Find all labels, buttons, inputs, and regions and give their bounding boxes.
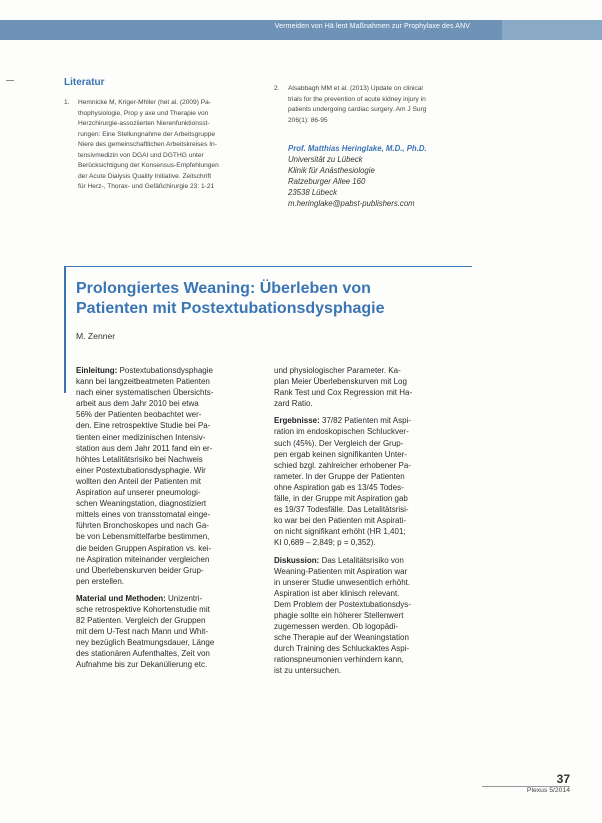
line-text: plan Meier Überlebenskurven mit Log (274, 377, 407, 387)
line-text: such (45%). Der Vergleich der Grup- (274, 438, 404, 448)
line-text: ko war bei den Patienten mit Aspirati- (274, 516, 407, 526)
article-column-left (76, 365, 262, 671)
text-line (274, 504, 466, 515)
text-line (76, 615, 262, 626)
line-text: ist zu untersuchen. (274, 666, 342, 676)
line-text: es 19/37 Todesfälle. Das Letalitätsrisi- (274, 505, 409, 515)
line-text: zard Ratio. (274, 399, 313, 409)
text-line (274, 515, 466, 526)
reference-line: Niere des gemeinschaftlichen Arbeitskreises In- (78, 141, 217, 148)
address-line: Klinik für Anästhesiologie (288, 166, 375, 175)
reference-text (288, 84, 426, 126)
correspondence-name: Prof. Matthias Heringlake, M.D., Ph.D. (288, 144, 427, 153)
literature-heading: Literatur (64, 77, 105, 88)
text-line (274, 654, 466, 665)
text-line (76, 443, 262, 454)
line-text: rationspneumonien verhindern kann, (274, 655, 404, 665)
address-line: Universität zu Lübeck (288, 155, 363, 164)
address-line: Ratzeburger Allee 160 (288, 177, 366, 186)
text-line (76, 626, 262, 637)
margin-mark (6, 80, 14, 81)
line-text: ration im endoskopischen Schluckver- (274, 427, 409, 437)
text-line (274, 471, 466, 482)
text-line (274, 665, 466, 676)
line-text: mittels eines von transstomatal einge- (76, 510, 211, 520)
line-text: phagie sollte ein höherer Stellenwert (274, 610, 404, 620)
line-text: 37/82 Patienten mit Aspi- (319, 416, 411, 426)
reference-line: Alsabbagh MM et al. (2013) Update on clinical (288, 85, 423, 92)
line-text: Das Letalitätsrisiko von (319, 555, 404, 565)
text-line (274, 376, 466, 387)
title-line: Prolongiertes Weaning: Überleben von (76, 280, 371, 297)
text-line (274, 398, 466, 409)
line-text: tienten einer medizinischen Intensiv- (76, 432, 206, 442)
line-text: on nicht signifikant erhöht (HR 1,401; (274, 527, 406, 537)
reference-number: 2. (274, 85, 280, 92)
line-text: schen Weaningstation, diagnostiziert (76, 499, 207, 509)
text-line (274, 449, 466, 460)
text-line (274, 493, 466, 504)
line-text: pen erstellen. (76, 576, 125, 586)
text-line (76, 376, 262, 387)
text-line (76, 476, 262, 487)
section-label: Ergebnisse: (274, 416, 320, 426)
text-line (76, 420, 262, 431)
line-text: des stationären Aufenthaltes, Zeit von (76, 649, 210, 659)
text-line (274, 460, 466, 471)
text-line (76, 487, 262, 498)
text-line (274, 577, 466, 588)
text-line (274, 387, 466, 398)
text-line (274, 365, 466, 376)
page-number: 37 (556, 772, 570, 786)
line-text: pen ergab keinen signifikanten Unter- (274, 449, 407, 459)
line-text: 82 Patienten. Vergleich der Gruppen (76, 616, 206, 626)
issue-label: Plexus 5/2014 (526, 787, 570, 794)
running-title: Vermeiden von Hä lent Maßnahmen zur Prophylaxe des ANV (274, 23, 470, 30)
line-text: durch Training des Schluckaktes Aspi- (274, 644, 410, 654)
line-text: KI 0,689 – 2,849; p = 0,352). (274, 538, 376, 548)
line-text: Unizentri- (165, 593, 203, 603)
line-text: sche retrospektive Kohortenstudie mit (76, 604, 210, 614)
line-text: Postextubationsdysphagie (117, 366, 213, 375)
text-line (76, 365, 262, 376)
article-column-right (274, 365, 466, 677)
text-line (274, 643, 466, 654)
line-text: zugemessen werden. Ob logopädi- (274, 622, 399, 632)
line-text: Aufnahme bis zur Dekanülierung etc. (76, 660, 208, 670)
line-text: arbeit aus dem Jahr 2010 bei etwa (76, 399, 199, 409)
line-text: ney bezüglich Beatmungsdauer, Länge (76, 638, 215, 648)
line-text: Rank Test und Cox Regression mit Ha- (274, 388, 413, 398)
line-text: den. Eine retrospektive Studie bei Pa- (76, 421, 211, 431)
text-line (76, 509, 262, 520)
text-line (76, 543, 262, 554)
line-text: führten Bronchoskopes und nach Ga- (76, 521, 209, 531)
reference-line: der Acute Dialysis Quality Initiative. Zeitschrift (78, 172, 212, 180)
address-line: 23538 Lübeck (288, 188, 337, 197)
line-text: und physiologischer Parameter. Ka- (274, 366, 401, 375)
reference-line: Berücksichtigung der Konsensus-Empfehlungen (78, 162, 219, 169)
reference-number: 1. (64, 99, 70, 106)
text-line (274, 537, 466, 548)
text-line (76, 659, 262, 670)
reference-line: thophysiologie, Prop y axe und Therapie von (78, 109, 209, 117)
text-line (274, 566, 466, 577)
text-line (76, 498, 262, 509)
text-line (76, 520, 262, 531)
line-text: Weaning-Patienten mit Aspiration war (274, 566, 408, 576)
text-line (274, 632, 466, 643)
section-label: Einleitung: (76, 366, 118, 375)
line-text: station aus dem Jahr 2011 fand ein er- (76, 443, 213, 453)
line-text: Aspiration auf unserer pneumologi- (76, 488, 201, 498)
text-line (76, 398, 262, 409)
line-text: schied bzgl. zahlreicher erhobener Pa- (274, 460, 411, 470)
line-text: einer Postextubationsdysphagie. Wir (76, 465, 206, 475)
line-text: sche Therapie auf der Weaningstation (274, 633, 409, 643)
footer-rule (482, 786, 570, 787)
text-line (274, 588, 466, 599)
line-text: kann bei langzeitbeatmeten Patienten (76, 377, 210, 387)
line-text: nach einer systematischen Übersichts- (76, 388, 214, 398)
text-line (76, 531, 262, 542)
correspondence-address (288, 143, 427, 209)
reference-line: tensivmedizin von DGAI und DGTHG unter (78, 151, 204, 159)
line-text: ne Aspiration miteinander vergleichen (76, 554, 210, 564)
line-text: wollten den Anteil der Patienten mit (76, 476, 201, 486)
line-text: ohne Aspiration gab es 13/45 Todes- (274, 482, 404, 492)
line-text: 56% der Patienten beobachtet wer- (76, 410, 202, 420)
reference-text (78, 98, 219, 193)
text-line (76, 604, 262, 615)
running-header-bar (0, 20, 602, 40)
text-line (76, 648, 262, 659)
reference-line: für Herz-, Thorax- und Gefäßchirurgie 23: 1-21 (78, 183, 215, 190)
line-text: fälle, in der Gruppe mit Aspiration gab (274, 494, 408, 504)
section-label: Diskussion: (274, 555, 320, 565)
article-author: M. Zenner (76, 331, 116, 341)
header-tab (502, 20, 602, 40)
text-line (274, 526, 466, 537)
line-text: mit dem U-Test nach Mann und Whit- (76, 627, 209, 637)
section-label: Material und Methoden: (76, 593, 166, 603)
text-line (76, 454, 262, 465)
text-line (274, 482, 466, 493)
line-text: rameter. In der Gruppe der Patienten (274, 471, 405, 481)
text-line (274, 599, 466, 610)
reference-line: trials for the prevention of acute kidney injury in (288, 95, 426, 103)
text-line (76, 576, 262, 587)
line-text: und Überlebenskurven beider Grup- (76, 565, 204, 575)
reference-line: Herzchirurgie-assoziierten Nierenfunktionsst- (78, 120, 210, 127)
reference-line: rungen: Eine Stellungnahme der Arbeitsgruppe (78, 130, 216, 138)
title-line: Patienten mit Postextubationsdysphagie (76, 300, 385, 317)
text-line (274, 555, 466, 566)
line-text: die beiden Gruppen Aspiration vs. kei- (76, 543, 212, 553)
text-line (76, 637, 262, 648)
text-line (274, 610, 466, 621)
text-line (274, 415, 466, 426)
reference-line: Hemnicke M, Kriger-Mhller (het al. (2009) Pa- (78, 99, 212, 106)
text-line (76, 593, 262, 604)
line-text: höhtes Letalitätsrisiko bei Nachweis (76, 454, 203, 464)
text-line (76, 565, 262, 576)
line-text: in unserer Studie unwesentlich erhöht. (274, 577, 411, 587)
line-text: Aspiration ist aber klinisch relevant. (274, 588, 400, 598)
text-line (76, 409, 262, 420)
email-address: m.heringlake@pabst-publishers.com (288, 199, 415, 208)
reference-line: patients undergoing cardiac surgery. Am J Surg (288, 106, 427, 113)
text-line (274, 621, 466, 632)
text-line (274, 426, 466, 437)
line-text: be von Lebensmittelfarbe bestimmen, (76, 532, 210, 542)
text-line (76, 554, 262, 565)
text-line (76, 465, 262, 476)
reference-line: 206(1): 86-95 (288, 116, 328, 124)
text-line (76, 432, 262, 443)
line-text: Dem Problem der Postextubationsdys- (274, 599, 411, 609)
text-line (274, 438, 466, 449)
article-title (76, 279, 476, 319)
text-line (76, 387, 262, 398)
page-footer (480, 773, 570, 794)
